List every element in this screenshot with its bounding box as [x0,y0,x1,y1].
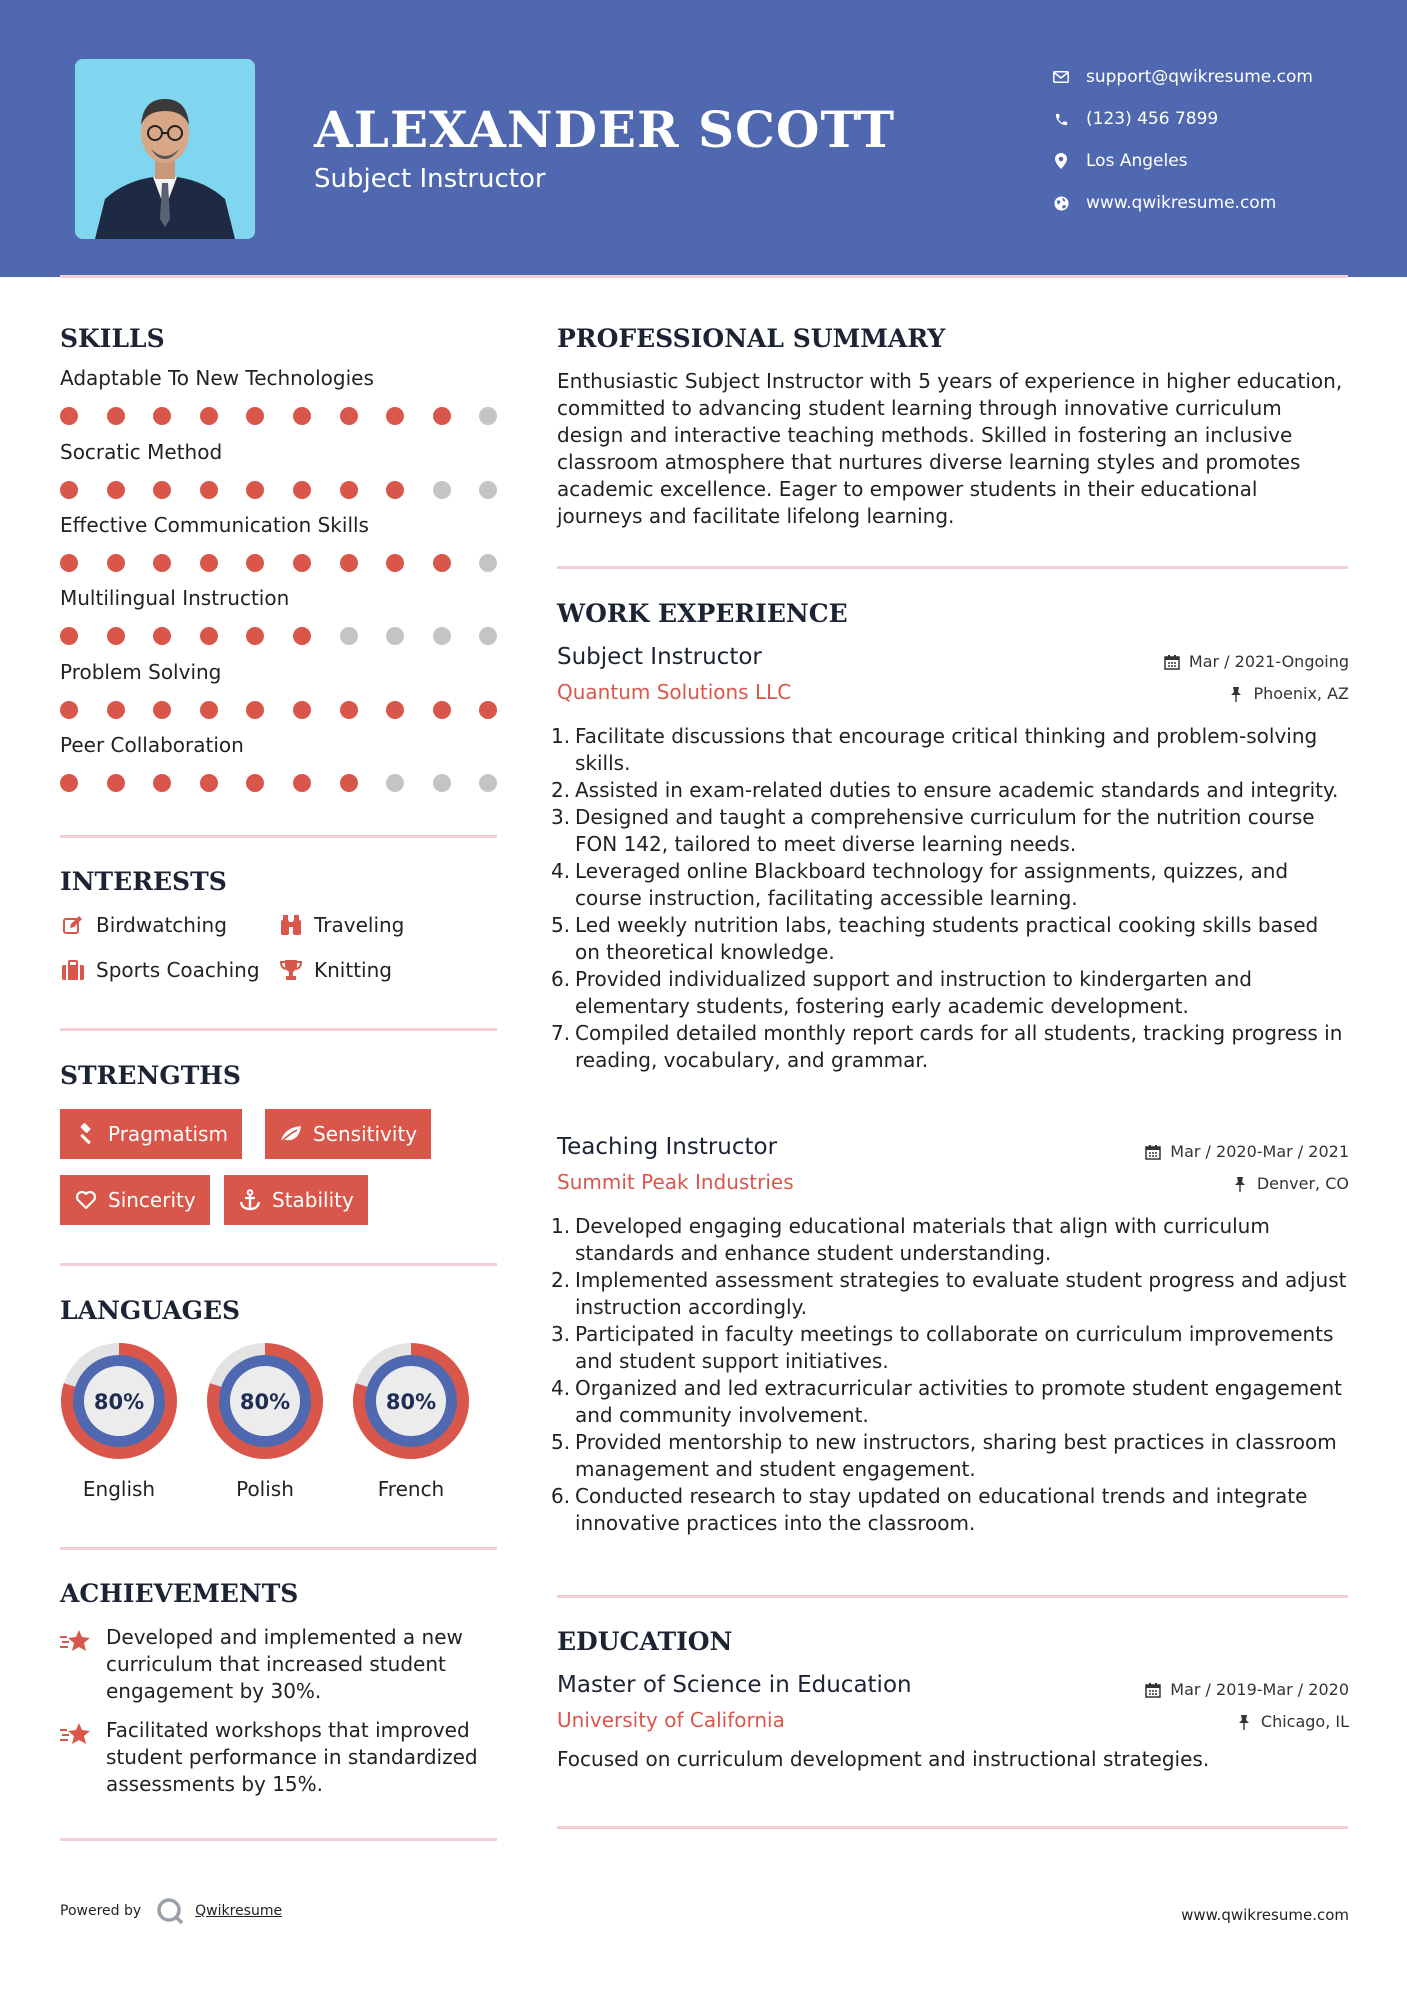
interest-item [60,957,260,983]
strength-label: Pragmatism [108,1122,228,1146]
skill-dot-filled [200,774,218,792]
skill-dot-empty [479,481,497,499]
calendar-icon [1144,1143,1162,1161]
contact-phone[interactable] [1050,98,1390,140]
interest-item [60,912,227,938]
education-degree: Master of Science in Education [557,1672,912,1698]
skill-dot-filled [107,774,125,792]
skill-dot-empty [433,774,451,792]
skill-dot-filled [340,407,358,425]
skill-name: Adaptable To New Technologies [60,366,374,390]
achievement-item [60,1624,500,1705]
section-divider [60,1547,497,1550]
skill-rating [60,698,500,720]
skill-dot-filled [293,774,311,792]
duty-item: 3. Participated in faculty meetings to collaborate on curriculum improvements and student support initiatives. [551,1322,1334,1373]
qwikresume-logo-icon [155,1896,185,1926]
candidate-title: Subject Instructor [314,164,546,194]
job-dates [1144,1142,1349,1161]
duty-item: 4. Leveraged online Blackboard technology for assignments, quizzes, and course instruction, facilitating accessible learning. [551,859,1289,910]
skill-dot-filled [200,554,218,572]
strength-label: Sensitivity [313,1122,418,1146]
profile-photo [75,59,255,239]
summary-text: Enthusiastic Subject Instructor with 5 years of experience in higher education, committed to advancing student learning through innovative curriculum design and interactive teaching methods. Skilled in fostering an inclusive classroom atmosphere that nurtures diverse learning styles and promotes academic excellence. Eager to empower students in their educational journeys and facilitate lifelong learning. [557,369,1343,528]
leaf-icon [279,1122,303,1146]
strength-badge [60,1175,210,1225]
skill-name: Effective Communication Skills [60,513,369,537]
skill-dot-filled [246,701,264,719]
skill-dot-empty [433,481,451,499]
skill-dot-filled [200,407,218,425]
skill-dot-filled [246,481,264,499]
duty-item: 3. Designed and taught a comprehensive curriculum for the nutrition course FON 142, tailored to meet diverse learning needs. [551,805,1315,856]
job-duties [551,723,1347,1074]
skill-dot-filled [386,701,404,719]
briefcase-icon [60,957,86,983]
skill-name: Multilingual Instruction [60,586,290,610]
skill-dot-filled [433,701,451,719]
contact-location-text: Los Angeles [1086,151,1188,171]
strength-label: Sincerity [108,1188,196,1212]
skill-dot-filled [293,481,311,499]
interest-item [278,957,392,983]
duty-item: 4. Organized and led extracurricular activities to promote student engagement and community involvement. [551,1376,1342,1427]
skill-dot-filled [60,774,78,792]
language-gauge [203,1339,327,1463]
interest-label: Sports Coaching [96,958,260,982]
language-item [349,1339,473,1501]
contact-website-text: www.qwikresume.com [1086,193,1277,213]
skill-dot-filled [200,701,218,719]
language-item [203,1339,327,1501]
skill-dot-filled [200,627,218,645]
summary-heading: PROFESSIONAL SUMMARY [557,324,946,353]
skill-dot-empty [433,627,451,645]
skill-dot-filled [246,627,264,645]
skill-dot-filled [60,627,78,645]
header-divider [60,275,1348,278]
skill-dot-filled [60,701,78,719]
skill-rating [60,771,500,793]
skill-dot-filled [293,627,311,645]
skill-dot-filled [153,701,171,719]
duty-item: 2. Assisted in exam-related duties to ensure academic standards and integrity. [551,778,1339,802]
education-location [1235,1712,1349,1731]
calendar-icon [1144,1681,1162,1699]
resume-header [0,0,1407,277]
job-dates-text: Mar / 2020-Mar / 2021 [1170,1142,1349,1161]
job-dates-text: Mar / 2021-Ongoing [1188,652,1349,671]
languages-heading: LANGUAGES [60,1296,241,1325]
skill-item [60,660,500,720]
job-header [557,1134,1349,1194]
skill-dot-filled [293,554,311,572]
education-heading: EDUCATION [557,1627,733,1656]
skill-dot-empty [479,627,497,645]
contact-email[interactable] [1050,56,1390,98]
powered-by-label: Powered by [60,1903,142,1919]
calendar-icon [1163,653,1181,671]
pushpin-icon [1231,1175,1249,1193]
interest-label: Traveling [314,913,405,937]
skill-item [60,366,500,426]
education-description: Focused on curriculum development and instructional strategies. [557,1747,1210,1771]
job-header [557,644,1349,704]
phone-icon [1050,108,1072,130]
skill-rating [60,624,500,646]
skill-dot-filled [107,481,125,499]
envelope-icon [1050,66,1072,88]
job-role: Teaching Instructor [557,1134,778,1160]
binoculars-icon [278,912,304,938]
footer-website[interactable]: www.qwikresume.com [1181,1906,1349,1924]
job-company: Summit Peak Industries [557,1170,794,1194]
achievement-item [60,1717,500,1798]
anchor-icon [238,1188,262,1212]
job-location-text: Denver, CO [1256,1174,1349,1193]
contact-list [1050,56,1390,224]
education-dates-text: Mar / 2019-Mar / 2020 [1170,1680,1349,1699]
skill-dot-filled [293,701,311,719]
skill-dot-filled [433,554,451,572]
section-divider [60,835,497,838]
interest-label: Birdwatching [96,913,227,937]
pencil-square-icon [60,912,86,938]
section-divider [557,566,1348,569]
duty-item: 5. Led weekly nutrition labs, teaching students practical cooking skills based on theoretical knowledge. [551,913,1319,964]
section-divider [60,1028,497,1031]
skill-dot-filled [386,481,404,499]
skill-name: Peer Collaboration [60,733,244,757]
strength-badge [60,1109,242,1159]
skill-dot-filled [293,407,311,425]
skill-dot-filled [153,554,171,572]
interest-item [278,912,404,938]
education-location-text: Chicago, IL [1260,1712,1349,1731]
skill-dot-filled [386,554,404,572]
job-dates [1163,652,1349,671]
duty-item: 1. Facilitate discussions that encourage critical thinking and problem-solving skills. [551,724,1318,775]
section-divider [60,1263,497,1266]
skill-dot-filled [246,554,264,572]
shooting-star-icon [60,1628,94,1705]
job-location-text: Phoenix, AZ [1253,684,1349,703]
skill-dot-empty [386,627,404,645]
skill-dot-filled [107,701,125,719]
language-name: English [82,1477,156,1501]
skill-dot-filled [107,627,125,645]
skill-item [60,733,500,793]
interests-heading: INTERESTS [60,867,227,896]
education-school: University of California [557,1708,785,1732]
qwikresume-link[interactable]: Qwikresume [195,1903,283,1919]
skill-dot-filled [60,481,78,499]
language-percent: 80% [239,1390,291,1414]
skill-name: Problem Solving [60,660,222,684]
skill-rating [60,404,500,426]
language-name: French [377,1477,445,1501]
achievement-text: Facilitated workshops that improved student performance in standardized assessments by 15%. [106,1718,478,1796]
education-dates [1144,1680,1349,1699]
language-percent: 80% [385,1390,437,1414]
skill-dot-filled [107,554,125,572]
achievements-heading: ACHIEVEMENTS [60,1579,299,1608]
pushpin-icon [1227,685,1245,703]
strength-badge [224,1175,368,1225]
skill-dot-filled [153,774,171,792]
education-header [557,1672,1349,1732]
language-gauge [349,1339,473,1463]
language-percent: 80% [93,1390,145,1414]
footer-powered-by [60,1896,282,1926]
section-divider [60,1838,497,1841]
section-divider [557,1826,1348,1829]
strengths-heading: STRENGTHS [60,1061,241,1090]
duty-item: 6. Conducted research to stay updated on educational trends and integrate innovative practices into the classroom. [551,1484,1308,1535]
skill-dot-filled [340,701,358,719]
duty-item: 2. Implemented assessment strategies to evaluate student progress and adjust instruction accordingly. [551,1268,1347,1319]
skill-dot-filled [153,481,171,499]
pushpin-icon [1235,1713,1253,1731]
skill-dot-filled [246,407,264,425]
strength-label: Stability [272,1188,354,1212]
duty-item: 7. Compiled detailed monthly report cards for all students, tracking progress in reading, vocabulary, and grammar. [551,1021,1343,1072]
skill-dot-filled [340,554,358,572]
section-divider [557,1595,1348,1598]
skill-dot-filled [340,774,358,792]
contact-location [1050,140,1390,182]
skill-dot-filled [200,481,218,499]
trophy-icon [278,957,304,983]
location-pin-icon [1050,150,1072,172]
contact-website[interactable] [1050,182,1390,224]
language-name: Polish [236,1477,294,1501]
job-location [1231,1174,1349,1193]
skill-item [60,586,500,646]
skill-dot-filled [246,774,264,792]
job-company: Quantum Solutions LLC [557,680,792,704]
skill-item [60,440,500,500]
job-location [1227,684,1349,703]
gavel-icon [74,1122,98,1146]
heart-icon [74,1188,98,1212]
skill-dot-filled [107,407,125,425]
skill-dot-filled [153,627,171,645]
duty-item: 6. Provided individualized support and instruction to kindergarten and elementary students, fostering early academic development. [551,967,1252,1018]
duty-item: 5. Provided mentorship to new instructors, sharing best practices in classroom management and student engagement. [551,1430,1337,1481]
language-gauge [57,1339,181,1463]
experience-heading: WORK EXPERIENCE [557,599,848,628]
contact-email-text: support@qwikresume.com [1086,67,1313,87]
skill-dot-filled [386,407,404,425]
skill-dot-empty [340,627,358,645]
skill-dot-filled [153,407,171,425]
language-item [57,1339,181,1501]
skill-dot-filled [479,701,497,719]
achievement-text: Developed and implemented a new curriculum that increased student engagement by 30%. [106,1625,463,1703]
skill-dot-filled [60,554,78,572]
contact-phone-text: (123) 456 7899 [1086,109,1219,129]
skill-dot-empty [479,554,497,572]
skill-item [60,513,500,573]
shooting-star-icon [60,1721,94,1798]
skill-dot-filled [60,407,78,425]
globe-icon [1050,192,1072,214]
skill-rating [60,551,500,573]
job-role: Subject Instructor [557,644,762,670]
job-duties [551,1213,1347,1537]
candidate-name: ALEXANDER SCOTT [314,100,896,159]
skill-name: Socratic Method [60,440,223,464]
skill-dot-filled [433,407,451,425]
duty-item: 1. Developed engaging educational materials that align with curriculum standards and enhance student understanding. [551,1214,1270,1265]
interest-label: Knitting [314,958,392,982]
skill-dot-empty [386,774,404,792]
skill-rating [60,478,500,500]
strength-badge [265,1109,431,1159]
skills-heading: SKILLS [60,324,165,353]
skill-dot-filled [340,481,358,499]
skill-dot-empty [479,407,497,425]
skill-dot-empty [479,774,497,792]
